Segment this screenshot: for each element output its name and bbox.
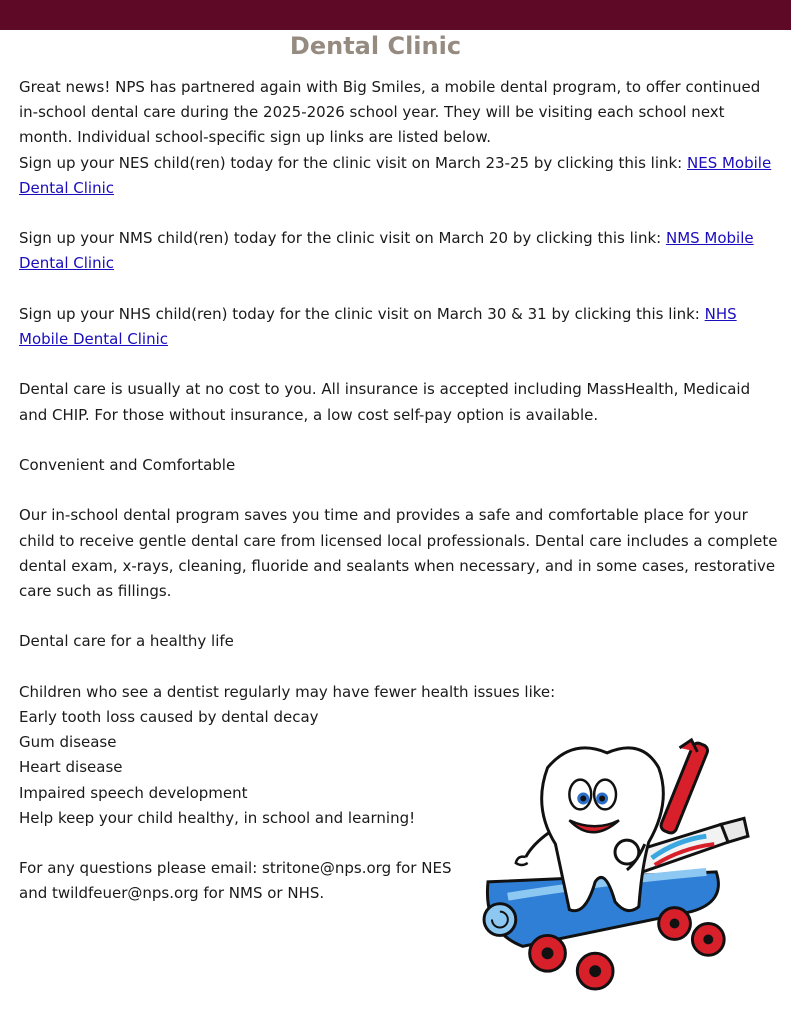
health-issue-item: Gum disease [19,733,117,752]
convenient-heading: Convenient and Comfortable [19,455,236,474]
intro-paragraph: Great news! NPS has partnered again with Big Smiles, a mobile dental program, to offer continued in-school dental care during the 2025-2026 school year. They will be visiting each school next month. Individual school-specific sign up links are listed below. [19,78,761,147]
nhs-signup [19,302,781,352]
healthy-heading: Dental care for a healthy life [19,632,234,651]
healthy-lead: Children who see a dentist regularly may have fewer health issues like: [19,682,556,701]
nes-signup [19,151,781,201]
nms-signup [19,226,781,276]
toothbrush-icon [659,740,709,835]
health-issue-item: Early tooth loss caused by dental decay [19,707,319,726]
nms-signup-text: Sign up your NMS child(ren) today for the clinic visit on March 20 by clicking this link: [19,229,666,248]
health-issue-item: Help keep your child healthy, in school and learning! [19,808,416,827]
page-title: Dental Clinic [289,32,462,60]
convenient-paragraph: Our in-school dental program saves you time and provides a safe and comfortable place for your child to receive gentle dental care from licensed local professionals. Dental care includes a complete dental exam, x-rays, cleaning, fluoride and sealants when necessary, and in some cases, restorative care such as fillings. [19,506,778,600]
nhs-mobile-dental-clinic-link[interactable]: NHS Mobile Dental Clinic [19,304,737,348]
tooth-mascot-illustration [478,733,756,991]
skateboard-icon [484,872,724,989]
health-issue-item: Heart disease [19,758,123,777]
cost-paragraph: Dental care is usually at no cost to you. All insurance is accepted including MassHealth, Medicaid and CHIP. For those without insurance, a low cost self-pay option is available. [19,380,751,424]
nms-mobile-dental-clinic-link[interactable]: NMS Mobile Dental Clinic [19,229,754,273]
nes-signup-text: Sign up your NES child(ren) today for the clinic visit on March 23-25 by clicking this link: [19,153,687,172]
contact-line-1: For any questions please email: stritone@nps.org for NES [19,859,452,878]
top-banner [0,0,791,30]
nhs-signup-text: Sign up your NHS child(ren) today for the clinic visit on March 30 & 31 by clicking this link: [19,304,705,323]
health-issue-item: Impaired speech development [19,783,248,802]
contact-line-2: and twildfeuer@nps.org for NMS or NHS. [19,884,325,903]
nes-mobile-dental-clinic-link[interactable]: NES Mobile Dental Clinic [19,153,772,197]
